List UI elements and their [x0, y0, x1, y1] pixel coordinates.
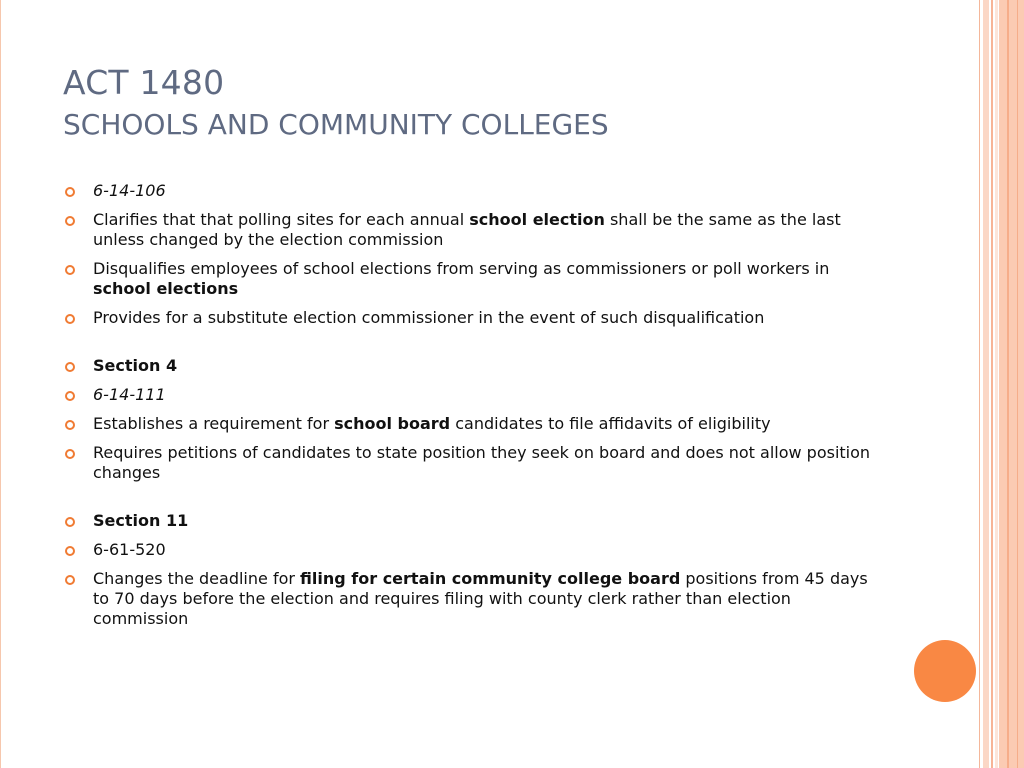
decorative-stripe: [1017, 0, 1018, 768]
list-item: [63, 414, 883, 434]
bullet-icon: [65, 546, 75, 556]
bullet-list: [63, 181, 883, 638]
statute-ref: 6-61-520: [93, 540, 166, 559]
bullet-icon: [65, 362, 75, 372]
section-heading: Section 4: [93, 356, 178, 375]
list-item: [63, 540, 883, 560]
bullet-icon: [65, 391, 75, 401]
item-emphasis: school elections: [93, 279, 239, 298]
decorative-stripe: [991, 0, 993, 768]
statute-ref: 6-14-106: [93, 181, 166, 200]
title-line-2: SCHOOLS AND COMMUNITY COLLEGES: [63, 108, 609, 141]
list-item: [63, 210, 883, 250]
title-line-1: ACT 1480: [63, 63, 225, 102]
decorative-stripe: [983, 0, 989, 768]
list-item: [63, 511, 883, 531]
item-text: positions from 45 days to 70 days before the election and requires filing with county clerk rather than election commission: [93, 569, 868, 628]
statute-ref: 6-14-111: [93, 385, 166, 404]
item-emphasis: filing for certain community college board: [300, 569, 681, 588]
item-text: shall be the same as the last unless changed by the election commission: [93, 210, 841, 249]
bullet-icon: [65, 314, 75, 324]
item-text: Changes the deadline for: [93, 569, 301, 588]
item-text: Provides for a substitute election commissioner in the event of such disqualification: [93, 308, 765, 327]
bullet-icon: [65, 575, 75, 585]
list-item: [63, 308, 883, 328]
list-item: [63, 443, 883, 483]
bullet-icon: [65, 216, 75, 226]
bullet-icon: [65, 187, 75, 197]
list-item: [63, 385, 883, 405]
bullet-icon: [65, 265, 75, 275]
list-item: [63, 259, 883, 299]
list-item: [63, 569, 883, 629]
decorative-stripe: [999, 0, 1024, 768]
list-item: [63, 356, 883, 376]
item-emphasis: school board: [334, 414, 451, 433]
bullet-icon: [65, 449, 75, 459]
accent-circle: [914, 640, 976, 702]
item-text: candidates to file affidavits of eligibility: [450, 414, 771, 433]
list-item: [63, 181, 883, 201]
slide-title: [63, 62, 609, 144]
item-text: Requires petitions of candidates to state position they seek on board and does not allow position changes: [93, 443, 871, 482]
section-heading: Section 11: [93, 511, 189, 530]
decorative-stripe: [979, 0, 980, 768]
decorative-stripe: [995, 0, 998, 768]
bullet-icon: [65, 420, 75, 430]
item-text: Clarifies that that polling sites for each annual: [93, 210, 470, 229]
bullet-icon: [65, 517, 75, 527]
item-text: Disqualifies employees of school elections from serving as commissioners or poll workers in: [93, 259, 830, 278]
item-text: Establishes a requirement for: [93, 414, 335, 433]
item-emphasis: school election: [469, 210, 605, 229]
decorative-stripe: [1007, 0, 1009, 768]
